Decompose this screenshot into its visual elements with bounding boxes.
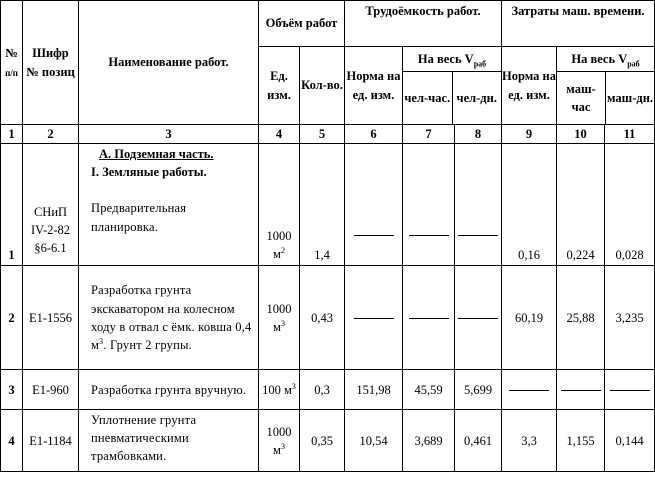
header-man-hours [403, 71, 452, 124]
header-qty [300, 47, 345, 125]
empty-dash [509, 390, 549, 391]
row-man-days: 0,461 [455, 410, 502, 472]
header-labor [345, 1, 502, 47]
section-subtitle: I. Земляные работы. [91, 165, 207, 180]
header-unit [259, 47, 300, 125]
col-number: 9 [502, 125, 557, 144]
row-m-hours: 1,155 [557, 410, 605, 472]
row-man-hours: 45,59 [403, 370, 455, 410]
row-m-hours: 0,224 [557, 144, 605, 266]
header-man-days [452, 71, 501, 124]
header-mach-days-label: маш-дн. [607, 90, 654, 105]
row-m-norm [502, 370, 557, 410]
row-unit-exp: 3 [280, 441, 285, 451]
row-man-days [455, 144, 502, 266]
header-total-v [403, 47, 501, 71]
header-mach-hours [557, 71, 606, 124]
col-number: 7 [403, 125, 455, 144]
empty-dash [354, 235, 394, 236]
row-unit-exp: 3 [280, 318, 285, 328]
header-total-v2-group [557, 47, 655, 125]
row-name-tail: . Грунт 2 групы. [103, 337, 192, 352]
row-name [79, 144, 259, 266]
header-code-label: Шифр № позиц [26, 46, 75, 79]
header-qty-label: Кол-во. [301, 78, 343, 93]
header-machine-label: Затраты маш. времени. [511, 4, 645, 18]
row-qty: 1,4 [300, 144, 345, 266]
row-unit [259, 144, 300, 266]
row-m-norm: 3,3 [502, 410, 557, 472]
row-code [23, 410, 79, 472]
header-total-v2 [557, 47, 654, 71]
header-mach-hours-label: маш-час [566, 81, 596, 114]
header-num-sub: п/п [5, 67, 18, 78]
row-name [79, 266, 259, 370]
header-norm2-label: Норма на ед. изм. [502, 69, 556, 102]
row-qty: 0,43 [300, 266, 345, 370]
col-number: 10 [557, 125, 605, 144]
section-title: А. Подземная часть. [99, 147, 214, 162]
row-code [23, 266, 79, 370]
row-man-hours [403, 144, 455, 266]
header-code [23, 1, 79, 125]
row-unit-exp: 3 [291, 381, 296, 391]
row-m-days [605, 370, 655, 410]
row-norm [345, 144, 403, 266]
table-row [1, 266, 655, 370]
row-name-text: Предварительная планировка. [91, 201, 187, 234]
header-norm [345, 47, 403, 125]
empty-dash [458, 235, 498, 236]
row-m-days: 0,028 [605, 144, 655, 266]
empty-dash [561, 390, 601, 391]
col-number: 2 [23, 125, 79, 144]
row-unit-text: 1000 м [266, 228, 292, 261]
row-man-days: 5,699 [455, 370, 502, 410]
col-number: 6 [345, 125, 403, 144]
row-m-days: 0,144 [605, 410, 655, 472]
header-name [79, 1, 259, 125]
col-number: 8 [455, 125, 502, 144]
empty-dash [409, 318, 449, 319]
empty-dash [458, 318, 498, 319]
header-man-days-label: чел-дн. [456, 90, 497, 105]
col-number: 5 [300, 125, 345, 144]
header-machine [502, 1, 655, 47]
header-man-hours-label: чел-час. [404, 90, 451, 105]
row-unit-text: 1000 м [266, 301, 292, 334]
header-total-v2-subtable [557, 47, 654, 124]
header-norm2 [502, 47, 557, 125]
row-qty: 0,3 [300, 370, 345, 410]
row-unit [259, 410, 300, 472]
header-total-v-label: На весь V [417, 51, 474, 66]
row-norm [345, 266, 403, 370]
row-man-hours: 3,689 [403, 410, 455, 472]
header-total-v2-label: На весь V [571, 51, 628, 66]
row-num: 2 [1, 266, 23, 370]
row-m-norm: 60,19 [502, 266, 557, 370]
column-numbers-row [1, 125, 655, 144]
row-code [23, 144, 79, 266]
col-number: 11 [605, 125, 655, 144]
row-man-days [455, 266, 502, 370]
row-m-days: 3,235 [605, 266, 655, 370]
row-code-text: Е1-960 [32, 382, 69, 397]
row-qty: 0,35 [300, 410, 345, 472]
header-num [1, 1, 23, 125]
row-num: 1 [1, 144, 23, 266]
row-unit [259, 370, 300, 410]
row-unit [259, 266, 300, 370]
header-norm-label: Норма на ед. изм. [346, 69, 401, 102]
row-name-text: Разработка грунта экскаватором на колесном ходу в отвал с ёмк. ковша 0,4 м [91, 283, 252, 352]
header-mach-days [606, 71, 655, 124]
row-m-hours [557, 370, 605, 410]
col-number: 3 [79, 125, 259, 144]
row-name: Уплотнение грунта пневматическими трамбовками. [79, 410, 259, 472]
header-total-v-group [403, 47, 502, 125]
row-name-exp: 3 [99, 336, 104, 346]
row-man-hours [403, 266, 455, 370]
header-total-v2-sub: раб [627, 59, 640, 69]
row-unit-text: 100 м [262, 382, 292, 397]
row-name: Разработка грунта вручную. [79, 370, 259, 410]
row-m-norm: 0,16 [502, 144, 557, 266]
header-total-v-sub: раб [473, 59, 487, 69]
table-row [1, 370, 655, 410]
col-number: 4 [259, 125, 300, 144]
row-code [23, 370, 79, 410]
row-norm: 10,54 [345, 410, 403, 472]
row-unit-exp: 2 [280, 245, 285, 255]
empty-dash [409, 235, 449, 236]
row-unit-text: 1000 м [266, 424, 292, 457]
header-volume-label: Объём работ [265, 16, 338, 31]
row-code-text: Е1-1184 [29, 433, 72, 448]
header-unit-label: Ед. изм. [267, 69, 291, 102]
row-norm: 151,98 [345, 370, 403, 410]
header-num-label: № [5, 46, 18, 61]
col-number: 1 [1, 125, 23, 144]
row-num: 3 [1, 370, 23, 410]
row-num: 4 [1, 410, 23, 472]
table-row [1, 410, 655, 472]
empty-dash [354, 318, 394, 319]
empty-dash [610, 390, 650, 391]
header-name-label: Наименование работ. [108, 55, 229, 70]
row-code-text: Е1-1556 [28, 310, 73, 325]
header-total-v-subtable [403, 47, 501, 124]
row-m-hours: 25,88 [557, 266, 605, 370]
header-volume [259, 1, 345, 47]
row-code-text: СНиП IV-2-82 §6-6.1 [30, 204, 71, 255]
header-labor-label: Трудоёмкость работ. [365, 4, 481, 18]
table-row [1, 144, 655, 266]
